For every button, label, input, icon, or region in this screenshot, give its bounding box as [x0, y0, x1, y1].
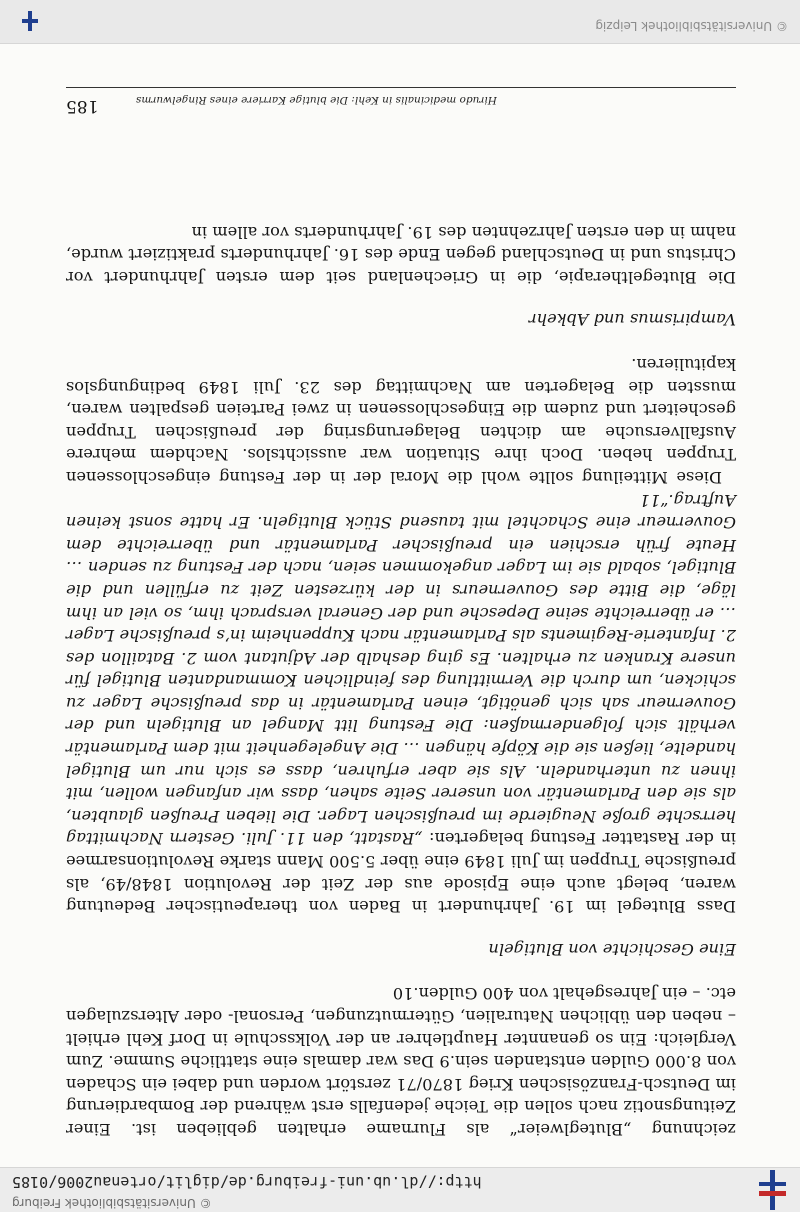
library-logo-icon — [20, 11, 40, 31]
paragraph-continued: zeichnung „Bluteglweier“ als Flurname erhalten geblieben ist. Einer Zeitungsnotiz nach sollen die Teiche jedenfalls erst während der Bombardierung im Deutsch-Französischen Krieg 1870/71 zerstört worden und dabei ein Schaden von 8.000 Gulden entstanden sein.9 Das war damals eine stattliche Summe. Zum Vergleich: Ein so genannter Hauptlehrer an der Volksschule in Dorf Kehl erhielt – neben den üblichen Naturalien, Gütermutzungen, Personal- oder Alterszulagen etc. – ein Jahresgehalt von 400 Gulden.10 — [66, 984, 736, 1139]
block-quote: „Rastatt, den 11. Juli. Gestern Nachmittag herrschte große Neugierde im preußischen Lager. Die lieben Preußen glaubten, als sie den Parlamentär von unserer Seite sahen, dass wir anfangen wollen, mit ihnen zu unterhandeln. Als sie aber erfuhren, dass es sich nur um Blutigel handelte, ließen sie die Köpfe hängen … Die Angelegenheit mit dem Parlamentär verhält sich folgendermaßen: Die Festung litt Mangel an Blutigeln und der Gouverneur sah sich genötigt, einen Parlamentär in das preußische Lager zu schicken, um durch die Vermittlung des feindlichen Kommandanten Blutigel für unsere Kranken zu erhalten. Es ging deshalb der Adjutant vom 2. Bataillon des 2. Infanterie-Regiments als Parlamentär nach Kuppenheim in’s preußische Lager … er überreichte seine Depesche und der General versprach ihm, so viel an ihm läge, die Bitte des Gouverneurs in der kürzesten Zeit zu erfüllen und die Blutigel, sobald sie im Lager angekommen seien, nach der Festung zu senden … Heute früh erschien ein preußischer Parlamentär und überreichte dem Gouverneur eine Schachtel mit tausend Stück Blutigeln. Er hatte sonst keinen Auftrag.“11 — [66, 490, 736, 849]
paragraph: Diese Mitteilung sollte wohl die Moral der in der Festung eingeschlossenen Truppen heben. Doch ihre Situation war aussichtslos. Nachdem mehrere Ausfallversuche am dichten Belagerungsring der preußischen Truppen gescheitert und zudem die Eingeschlossenen in zwei Parteien gespalten waren, mussten die Belagerten am Nachmittag des 23. Juli 1849 bedingungslos kapitulieren. — [66, 355, 736, 487]
section-heading: Vampirismus und Abkehr — [528, 310, 736, 330]
running-head: Hirudo medicinalis in Kehl: Die blutige Karriere eines Ringelwurms — [136, 94, 497, 106]
viewer-footer — [0, 0, 800, 44]
page-number: 185 — [66, 96, 99, 116]
paragraph: Die Blutegeltherapie, die in Griechenland seit dem ersten Jahrhundert vor Christus und in Deutschland gegen Ende des 16. Jahrhunderts praktiziert wurde, nahm in den ersten Jahrzehnten des 19. Jahrhunderts vor allem in — [66, 222, 736, 287]
header-rule — [66, 87, 736, 88]
paragraph — [66, 488, 736, 917]
section-heading: Eine Geschichte von Blutigeln — [488, 939, 736, 959]
viewer-header — [0, 1167, 800, 1212]
page-body — [66, 220, 736, 1140]
library-logo-icon[interactable] — [756, 1170, 790, 1210]
permalink-url[interactable]: http://dl.ub.uni-freiburg.de/diglit/ortenau2006/0185 — [12, 1173, 482, 1191]
paragraph-intro: Dass Blutegel im 19. Jahrhundert in Baden von therapeutischer Bedeutung waren, belegt auch eine Episode aus der Zeit der Revolution 1848/49, als preußische Truppen im Juli 1849 eine über 5.500 Mann starke Revolutionsarmee in der Rastatter Festung belagerten: — [66, 829, 736, 917]
copyright-notice: © Universitätsbibliothek Freiburg — [12, 1196, 212, 1210]
copyright-notice: © Universitätsbibliothek Leipzig — [595, 19, 788, 33]
